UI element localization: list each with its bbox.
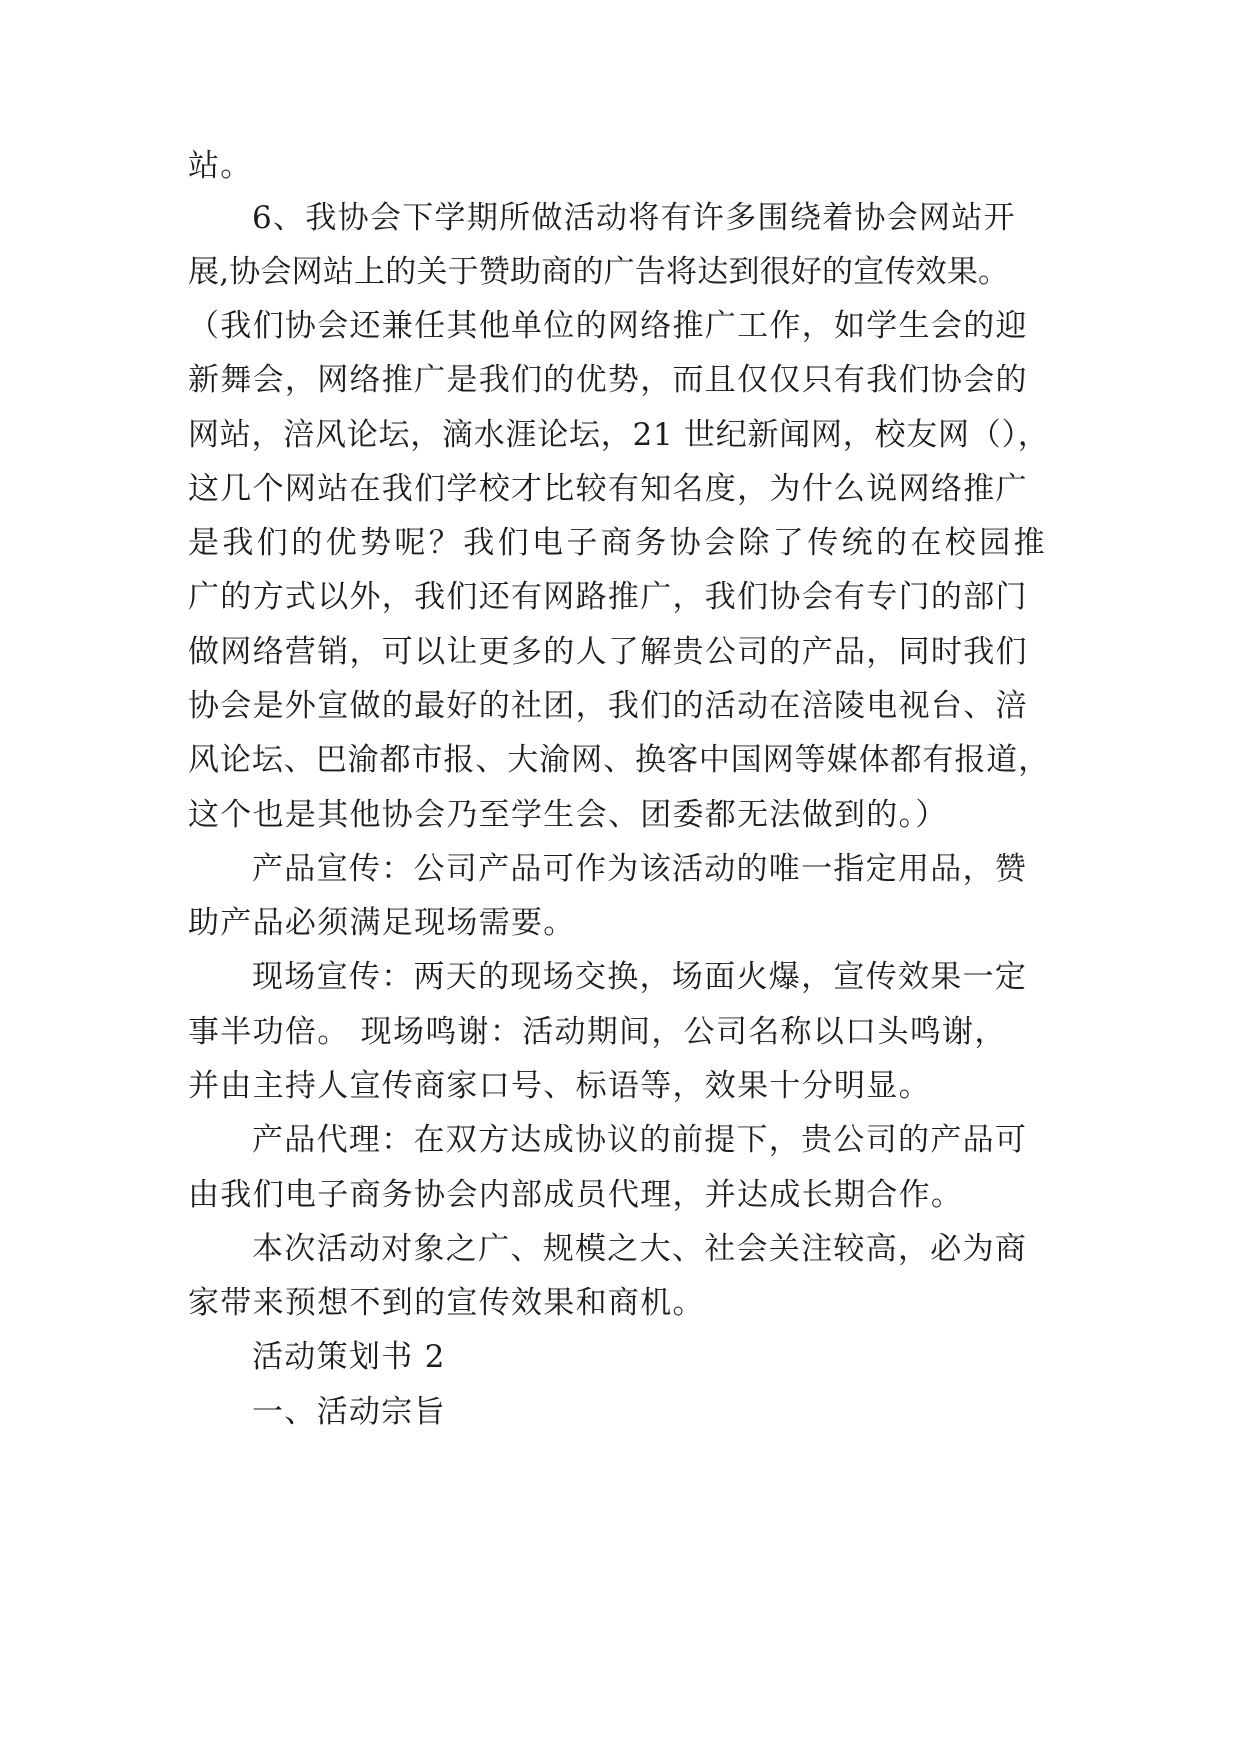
text-line: 现场宣传：两天的现场交换，场面火爆，宣传效果一定 [252, 959, 1028, 995]
text-line: 这个也是其他协会乃至学生会、团委都无法做到的。） [188, 797, 948, 833]
text-line: 新舞会，网络推广是我们的优势，而且仅仅只有我们协会的 [188, 362, 1028, 398]
text-line: 事半功倍。 现场鸣谢：活动期间，公司名称以口头鸣谢， [188, 1014, 1007, 1050]
text-line: 助产品必须满足现场需要。 [188, 905, 576, 941]
text-line: 家带来预想不到的宣传效果和商机。 [188, 1285, 705, 1321]
text-line: 协会是外宣做的最好的社团，我们的活动在涪陵电视台、涪 [188, 688, 1028, 724]
text-line: 风论坛、巴渝都市报、大渝网、换客中国网等媒体都有报道， [188, 742, 1051, 778]
text-line: 网站，涪风论坛，滴水涯论坛，21 世纪新闻网，校友网（）， [188, 417, 1050, 453]
text-line: 由我们电子商务协会内部成员代理，并达成长期合作。 [188, 1177, 964, 1213]
text-line: 这几个网站在我们学校才比较有知名度，为什么说网络推广 [188, 471, 1028, 507]
text-line: 做网络营销，可以让更多的人了解贵公司的产品，同时我们 [188, 634, 1028, 670]
text-line: 展,协会网站上的关于赞助商的广告将达到很好的宣传效果。 [188, 254, 1010, 290]
text-line: 产品宣传：公司产品可作为该活动的唯一指定用品，赞 [252, 851, 1028, 887]
section-heading: 一、活动宗旨 [252, 1394, 446, 1430]
text-line: （我们协会还兼任其他单位的网络推广工作，如学生会的迎 [188, 308, 1028, 344]
text-line: 并由主持人宣传商家口号、标语等，效果十分明显。 [188, 1068, 931, 1104]
text-line: 6、我协会下学期所做活动将有许多围绕着协会网站开 [252, 200, 1016, 236]
text-line: 本次活动对象之广、规模之大、社会关注较高，必为商 [252, 1231, 1028, 1267]
text-line: 广的方式以外，我们还有网路推广，我们协会有专门的部门 [188, 579, 1028, 615]
text-line: 是我们的优势呢？我们电子商务协会除了传统的在校园推 [188, 525, 1048, 561]
section-title: 活动策划书 2 [252, 1339, 446, 1375]
text-line: 产品代理：在双方达成协议的前提下，贵公司的产品可 [252, 1122, 1028, 1158]
text-line: 站。 [188, 148, 253, 184]
